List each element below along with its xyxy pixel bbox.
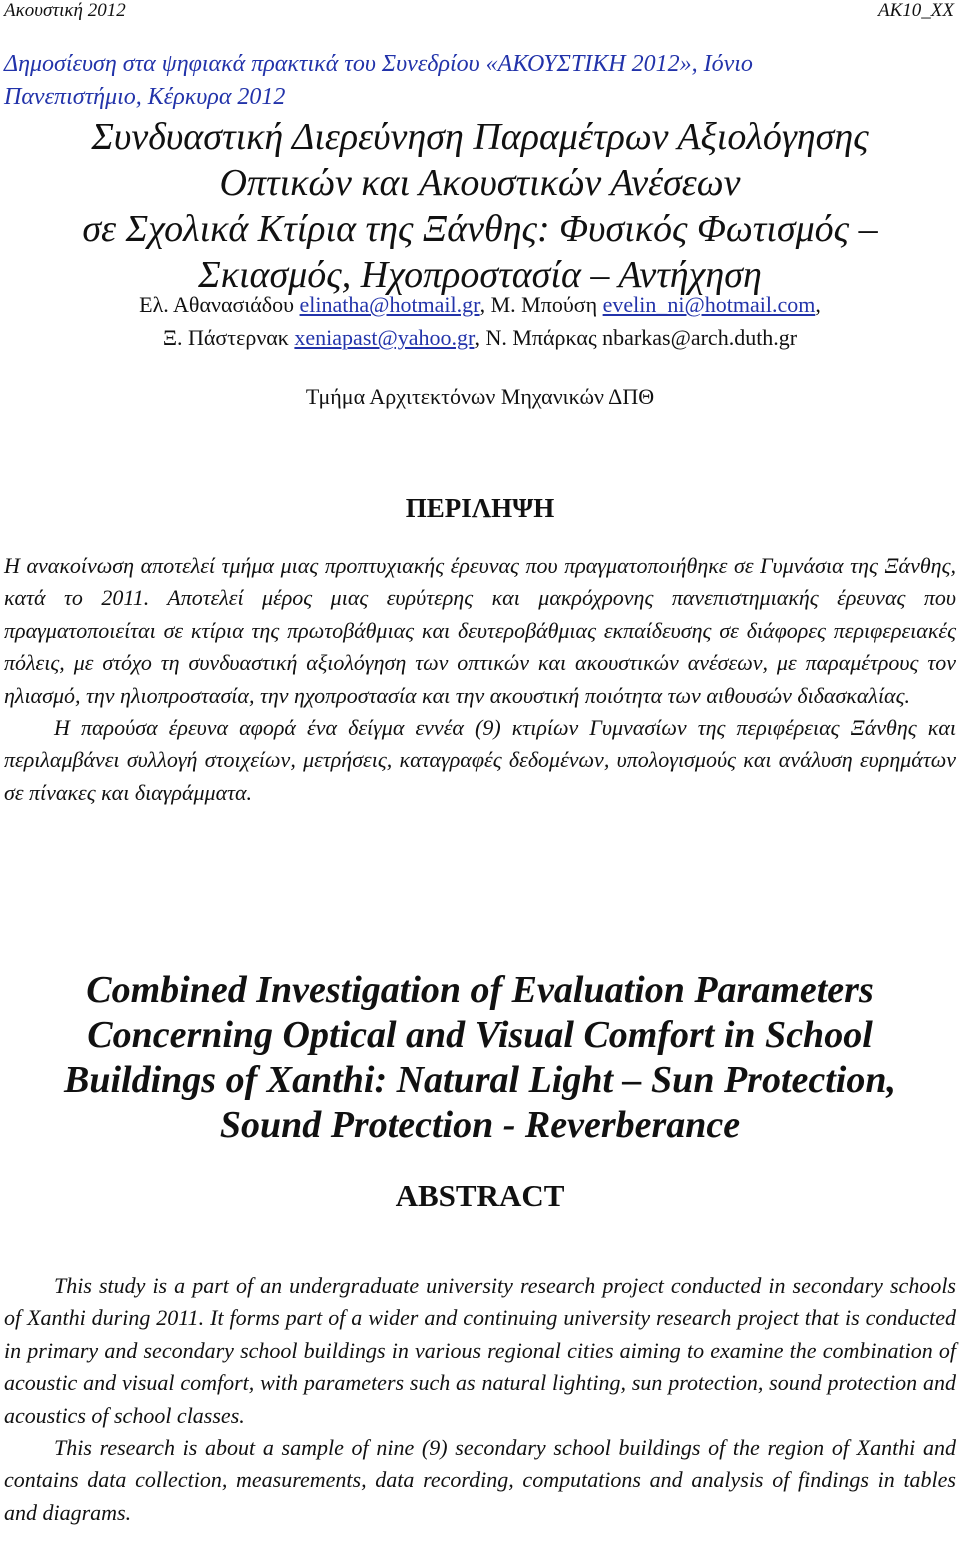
author-name: Ελ. Αθανασιάδου xyxy=(139,292,300,317)
greek-title-line: Σκιασμός, Ηχοπροστασία – Αντήχηση xyxy=(198,254,762,296)
author-name: , Μ. Μπούση xyxy=(479,292,603,317)
abstract-paragraph: Η παρούσα έρευνα αφορά ένα δείγμα εννέα (9) κτιρίων Γυμνασίων της περιφέρειας Ξάνθης και περιλαμβάνει συλλογή στοιχείων, μετρήσεις, καταγραφές δεδομένων, υπολογισμούς και ανάλυση ευρημάτων σε πίνακες και διαγράμματα. xyxy=(4,715,956,805)
english-abstract-body xyxy=(4,1270,956,1529)
separator: , xyxy=(815,292,821,317)
greek-title-line: Συνδυαστική Διερεύνηση Παραμέτρων Αξιολόγησης xyxy=(91,116,869,158)
author-name: Ξ. Πάστερνακ xyxy=(162,325,295,350)
author-email-link[interactable]: xeniapast@yahoo.gr xyxy=(294,325,475,350)
greek-abstract-heading: ΠΕΡΙΛΗΨΗ xyxy=(405,493,555,523)
running-header-left: Ακουστική 2012 xyxy=(4,0,126,21)
author-email-link[interactable]: evelin_ni@hotmail.com xyxy=(602,292,816,317)
english-title-line: Combined Investigation of Evaluation Parameters xyxy=(86,969,874,1011)
publication-note-line: Δημοσίευση στα ψηφιακά πρακτικά του Συνεδρίου «ΑΚΟΥΣΤΙΚΗ 2012», Ιόνιο xyxy=(4,51,753,77)
greek-title-line: Οπτικών και Ακουστικών Ανέσεων xyxy=(219,162,741,204)
english-title-line: Buildings of Xanthi: Natural Light – Sun Protection, xyxy=(64,1059,896,1101)
abstract-paragraph: This study is a part of an undergraduate university research project conducted in secondary schools of Xanthi during 2011. It forms part of a wider and continuing university research project that is conducted in primary and secondary school buildings in various regional cities aiming to examine the combination of acoustic and visual comfort, with parameters such as natural lighting, sun protection, sound protection and acoustics of school classes. xyxy=(4,1273,956,1428)
publication-note xyxy=(4,48,944,114)
english-title-line: Concerning Optical and Visual Comfort in School xyxy=(87,1014,873,1056)
english-abstract-heading: ABSTRACT xyxy=(395,1178,565,1213)
english-title-line: Sound Protection - Reverberance xyxy=(219,1104,741,1146)
abstract-paragraph: Η ανακοίνωση αποτελεί τμήμα μιας προπτυχιακής έρευνας που πραγματοποιήθηκε σε Γυμνάσια της Ξάνθης, κατά το 2011. Αποτελεί μέρος μιας ευρύτερης και μακρόχρονης πανεπιστημιακής έρευνας που πραγματοποιείται σε κτίρια της πρωτοβάθμιας και δευτεροβάθμιας εκπαίδευσης σε διάφορες περιφερειακές πόλεις, με στόχο τη συνδυαστική αξιολόγηση των οπτικών και ακουστικών ανέσεων, με παραμέτρους τον ηλιασμό, την ηλιοπροστασία, την ηχοπροστασία και την ακουστική ποιότητα των αιθουσών διδασκαλίας. xyxy=(4,553,956,708)
greek-abstract-body xyxy=(4,550,956,809)
author-line xyxy=(0,288,960,321)
author-name: , Ν. Μπάρκας nbarkas@arch.duth.gr xyxy=(474,325,798,350)
english-title xyxy=(0,968,960,1148)
publication-note-line: Πανεπιστήμιο, Κέρκυρα 2012 xyxy=(4,84,286,110)
running-header-right: ΑΚ10_ΧΧ xyxy=(878,0,954,21)
author-email-link[interactable]: elinatha@hotmail.gr xyxy=(299,292,480,317)
greek-title-line: σε Σχολικά Κτίρια της Ξάνθης: Φυσικός Φωτισμός – xyxy=(82,208,878,250)
department: Τμήμα Αρχιτεκτόνων Μηχανικών ΔΠΘ xyxy=(305,384,655,409)
abstract-paragraph: This research is about a sample of nine (9) secondary school buildings of the region of Xanthi and contains data collection, measurements, data recording, computations and analysis of findings in tables and diagrams. xyxy=(4,1435,956,1525)
author-line xyxy=(0,321,960,354)
greek-title xyxy=(0,114,960,298)
author-list xyxy=(0,288,960,354)
